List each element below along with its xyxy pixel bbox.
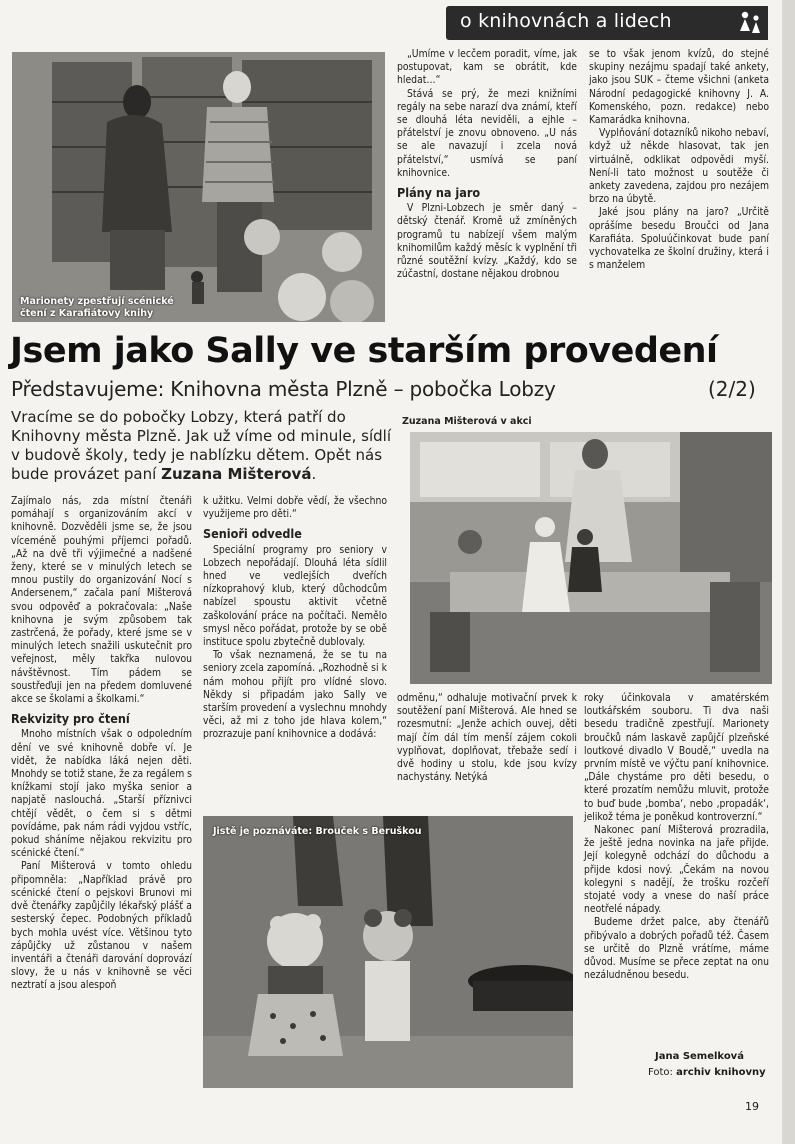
paragraph: Paní Mišterová v tomto ohledu připomněla: „Například právě pro scénické čtení o pejskovi Brunovi mi dvě čtenářky zapůjčily lékařský plášť a sesterský čepec. Podobných příkladů bych mohla uvést více. Většinou tyto zápůjčky už zůstanou v našem inventáři a čtenáři darování doprovází slovy, že u nás v knihovně se věci neztratí a jsou alespoň <box>11 860 192 992</box>
mid-photo <box>410 432 772 684</box>
body-column-mid-lower <box>397 692 577 784</box>
top-column-1 <box>397 48 577 281</box>
body-column-right <box>584 692 769 982</box>
body-column-left <box>11 495 192 993</box>
paragraph: roky účinkovala v amatérském loutkářském souboru. Ti dva naši besedu tradičně zpestřují. Marionety broučků nám laskavě zapůjčí plzeňské loutkové divadlo V Boudě,“ uvedla na prvním místě ve výčtu paní knihovnice. „Dále chystáme pro děti besedu, o které prozatím nemůžu mluvit, protože to buď bude ‚bomba‘, nebo ‚propadák‘, jelikož téma je poněkud kontroverzní.“ <box>584 692 769 823</box>
article-headline: Jsem jako Sally ve starším provedení <box>10 331 718 371</box>
subheading-plans: Plány na jaro <box>397 185 481 201</box>
lead-person-name: Zuzana Mišterová <box>161 465 312 483</box>
paragraph: odměnu,“ odhaluje motivační prvek k soutěžení paní Mišterová. Ale hned se rozesmutní: „Jenže achich ouvej, děti mají čím dál tím menší zájem cokoli vyplňovat, doplňovat, třebaže sedí i dvě hodiny u stolu, kde jsou kvízy nachystány. Netýká <box>397 692 577 784</box>
paragraph: k užitku. Velmi dobře vědí, že všechno využijeme pro děti.“ <box>203 495 387 521</box>
paragraph: Vyplňování dotazníků nikoho nebaví, když už někde hlasovat, tak jen virtuálně, odklikat odpovědi myší. Není-li tato možnost u soutěže či ankety zavedena, zajdou pro nezájem brzo na úbytě. <box>589 127 769 206</box>
paragraph: Budeme držet palce, aby čtenářů přibývalo a dobrých pořadů též. Časem se určitě do Plzně vrátíme, máme důvod. Musíme se přece zeptat na onu nezáludněnou besedu. <box>584 916 769 982</box>
library-marionette-scene <box>12 52 385 322</box>
top-photo-caption: Marionety zpestřují scénické čtení z Karafiátovy knihy <box>20 296 174 319</box>
photo-credit-source: archiv knihovny <box>676 1067 766 1078</box>
paragraph: Stává se prý, že mezi knižními regály na sebe narazí dva známí, kteří se dlouhá léta neviděli, a ejhle – přátelství je znovu obnoveno. „U nás se ale navazují i zcela nová přátelství,“ usmívá se paní knihovnice. <box>397 87 577 179</box>
paragraph: Zajímalo nás, zda místní čtenáři pomáhají s organizováním akcí v knihovně. Dozvěděli jsme se, že jsou víceméně pouhými příjemci pořadů. „Až na dvě tři výjimečné a nadšené ženy, které se v minulých letech se mnou pustily do organizování Nocí s Andersenem,“ začala paní Mišterová svou odpověď a pokračovala: „Naše knihovna je svým způsobem tak zastrčená, že pořady, které jsme se v minulých letech snažili uskutečnit pro veřejnost, měly takřka nulovou návštěvnost. Tím pádem se soustřeďuji jen na předem domluvené akce se školami a školkami.“ <box>11 495 192 706</box>
article-lead <box>11 408 395 484</box>
lead-text: Vracíme se do pobočky Lobzy, která patří do Knihovny města Plzně. Jak už víme od minule, sídlí v budově školy, tedy je nablízku dětem. Opět nás bude provázet paní <box>11 408 391 483</box>
photo-credit-label: Foto: <box>648 1067 673 1078</box>
paragraph: „Umíme v lecčem poradit, víme, jak postupovat, kam se obrátit, kde hledat…“ <box>397 48 577 87</box>
paragraph: Jaké jsou plány na jaro? „Určitě oprášíme besedu Broučci od Jana Karafiáta. Spoluúčinkovat bude paní vychovatelka ze školní družiny, která i s manželem <box>589 206 769 272</box>
author-signature: Jana Semelková <box>655 1051 744 1062</box>
top-column-2 <box>589 48 769 272</box>
subheading-props: Rekvizity pro čtení <box>11 711 130 727</box>
marionettes-brouck-beruska-scene <box>203 816 573 1088</box>
lead-end: . <box>311 465 317 483</box>
paragraph: V Plzni-Lobzech je směr daný – dětský čtenář. Kromě už zmíněných programů tu nabízejí všem malým knihomilům každý měsíc k vyplnění tři různé soutěžní kvízy. „Každý, kdo se zúčastní, dostane nějakou drobnou <box>397 202 577 281</box>
bottom-photo-caption: Jistě je poznáváte: Brouček s Beruškou <box>213 826 422 837</box>
librarian-with-dolls-scene <box>410 432 772 684</box>
article-subheadline: Představujeme: Knihovna města Plzně – pobočka Lobzy <box>11 377 556 401</box>
paragraph: Nakonec paní Mišterová prozradila, že ještě jedna novinka na jaře přijde. Její kolegyně odchází do důchodu a přijde kdosi nový. „Čekám na novou kolegyni s nadějí, že trošku rozčeří stojaté vody a vnese do naší práce neotřelé nápady. <box>584 824 769 916</box>
paragraph: Mnoho místních však o odpoledním dění ve své knihovně dobře ví. Je vidět, že nabídka láká nejen děti. Mnohdy se totiž stane, že za regálem s knížkami stojí jako myška senior a napjatě naslouchá. „Starší příznivci chtějí vědět, o čem si s dětmi povídáme, pak nám rádi vyjdou vstříc, pokud sháníme nějakou rekvizitu pro scénické čtení.“ <box>11 728 192 860</box>
page-number: 19 <box>745 1100 759 1113</box>
section-title: o knihovnách a lidech <box>460 10 672 32</box>
subheading-seniors: Senioři odvedle <box>203 526 302 542</box>
mid-photo-caption: Zuzana Mišterová v akci <box>402 416 532 427</box>
reading-figures-icon <box>736 9 764 37</box>
paragraph: se to však jenom kvízů, do stejné skupiny nezájmu spadají také ankety, jako jsou SUK – čteme všichni (anketa Národní pedagogické knihovny J. A. Komenského, pozn. redakce) nebo Kamarádka knihovna. <box>589 48 769 127</box>
paragraph: To však neznamená, že se tu na seniory zcela zapomíná. „Rozhodně si k nám mohou přijít pro vlídné slovo. Někdy si připadám jako Sally ve starším provedení a vyslechnu mnohdy věci, až mi z toho jde hlava kolem,“ prozrazuje paní knihovnice a dodává: <box>203 649 387 741</box>
page-edge <box>782 0 795 1144</box>
bottom-photo <box>203 816 573 1088</box>
paragraph: Speciální programy pro seniory v Lobzech nepořádají. Dlouhá léta sídlil hned ve vedlejších dveřích nízkoprahový klub, který důchodcům nabízel spoustu aktivit včetně zaškolování práce na počítači. Nemělo smysl něco pořádat, protože by se obě instituce spolu zbytečně dublovaly. <box>203 543 387 649</box>
photo-credit <box>648 1067 766 1078</box>
article-part-number: (2/2) <box>708 377 756 401</box>
body-column-mid <box>203 495 387 742</box>
top-photo <box>12 52 385 322</box>
